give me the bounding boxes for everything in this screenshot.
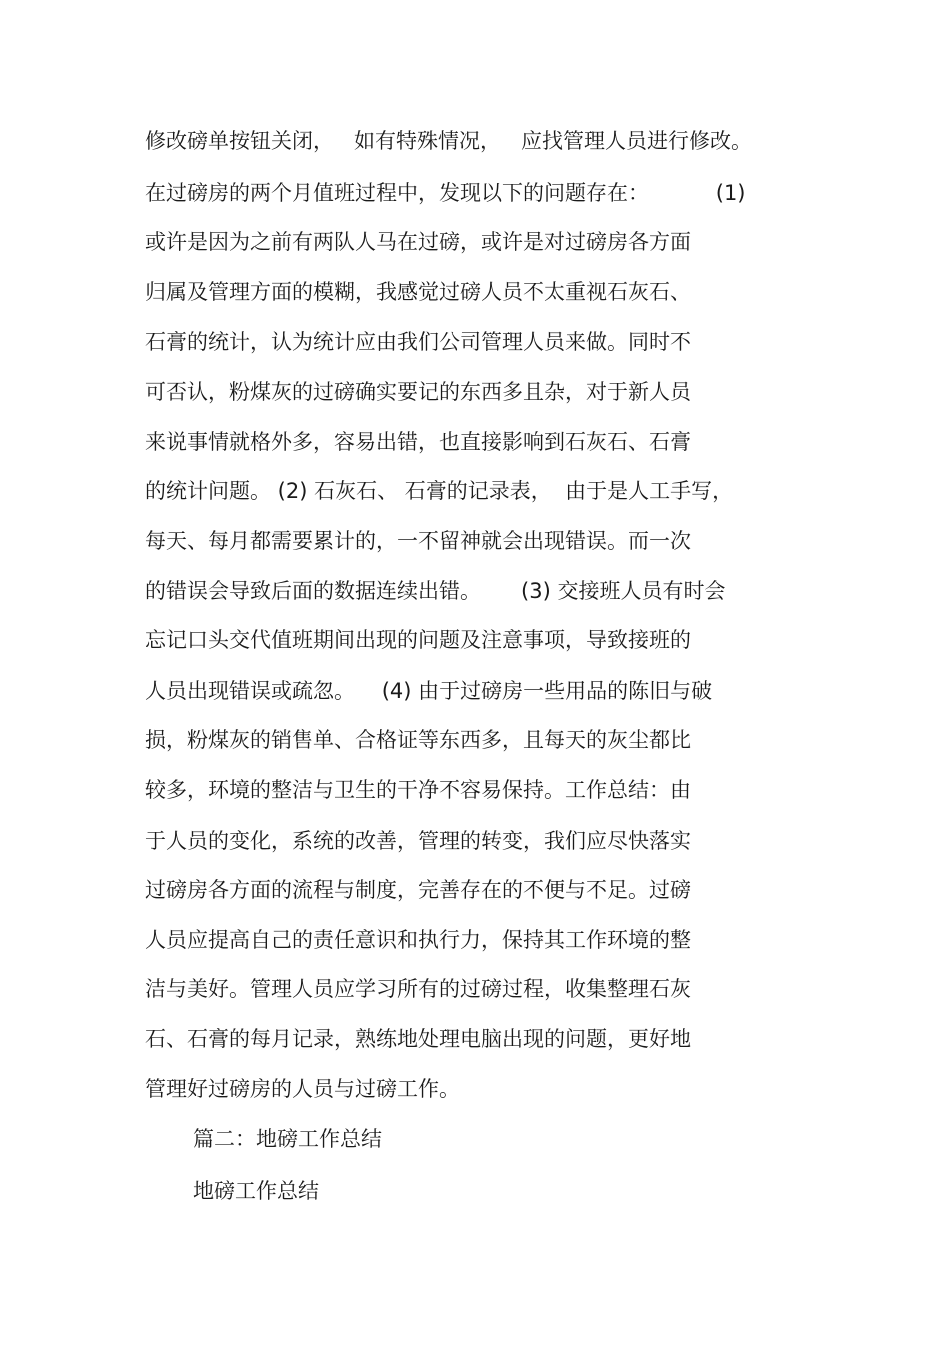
body-line: 的错误会导致后面的数据连续出错。 (3) 交接班人员有时会 bbox=[145, 579, 726, 603]
body-line: 于人员的变化，系统的改善，管理的转变，我们应尽快落实 bbox=[145, 829, 691, 853]
body-line: 较多，环境的整洁与卫生的干净不容易保持。工作总结：由 bbox=[145, 778, 691, 802]
body-line: 损，粉煤灰的销售单、合格证等东西多，且每天的灰尘都比 bbox=[145, 728, 691, 752]
body-line: 管理好过磅房的人员与过磅工作。 bbox=[145, 1077, 460, 1101]
body-line: 过磅房各方面的流程与制度，完善存在的不便与不足。过磅 bbox=[145, 878, 691, 902]
body-line: 忘记口头交代值班期间出现的问题及注意事项，导致接班的 bbox=[145, 628, 691, 652]
body-line: 的统计问题。 (2) 石灰石、 石膏的记录表， 由于是人工手写， bbox=[145, 479, 734, 503]
body-line: 可否认，粉煤灰的过磅确实要记的东西多且杂，对于新人员 bbox=[145, 380, 691, 404]
body-line: 石膏的统计，认为统计应由我们公司管理人员来做。同时不 bbox=[145, 330, 691, 354]
body-line: 或许是因为之前有两队人马在过磅，或许是对过磅房各方面 bbox=[145, 230, 691, 254]
body-line: 人员出现错误或疏忽。 (4) 由于过磅房一些用品的陈旧与破 bbox=[145, 679, 713, 703]
body-line: 在过磅房的两个月值班过程中，发现以下的问题存在： (1) bbox=[145, 181, 746, 205]
section-heading: 篇二：地磅工作总结 bbox=[193, 1127, 382, 1151]
body-line: 每天、每月都需要累计的，一不留神就会出现错误。而一次 bbox=[145, 529, 691, 553]
body-line: 来说事情就格外多，容易出错，也直接影响到石灰石、石膏 bbox=[145, 430, 691, 454]
body-line: 石、石膏的每月记录，熟练地处理电脑出现的问题，更好地 bbox=[145, 1027, 691, 1051]
body-line: 修改磅单按钮关闭， 如有特殊情况， 应找管理人员进行修改。 bbox=[145, 129, 753, 153]
section-title: 地磅工作总结 bbox=[193, 1179, 319, 1203]
body-line: 归属及管理方面的模糊，我感觉过磅人员不太重视石灰石、 bbox=[145, 280, 691, 304]
body-line: 洁与美好。管理人员应学习所有的过磅过程，收集整理石灰 bbox=[145, 977, 691, 1001]
body-line: 人员应提高自己的责任意识和执行力，保持其工作环境的整 bbox=[145, 928, 691, 952]
